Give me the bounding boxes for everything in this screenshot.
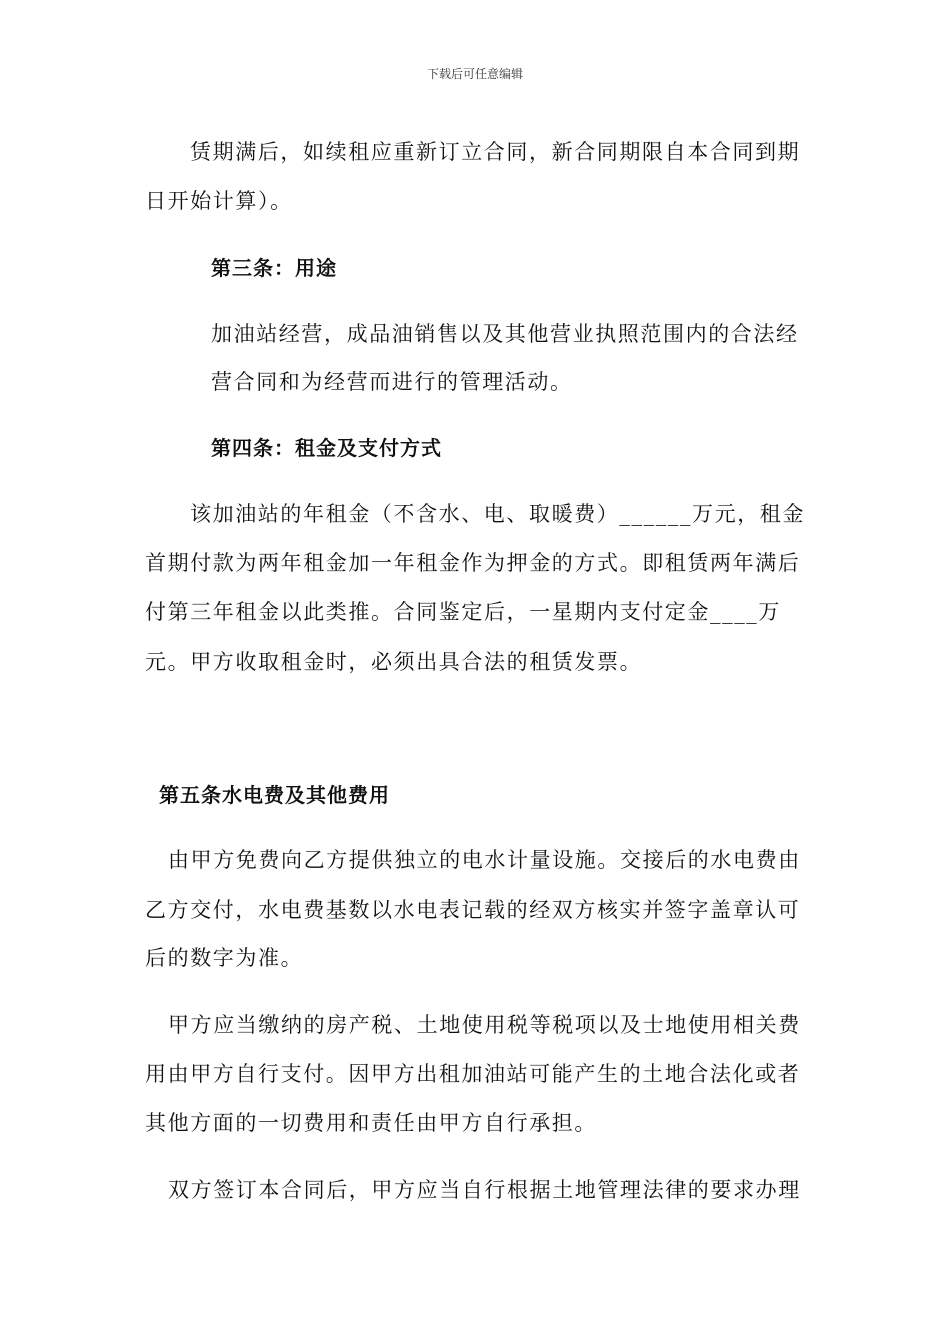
paragraph-line: 由甲方免费向乙方提供独立的电水计量设施。交接后的水电费由 bbox=[168, 848, 801, 872]
paragraph-line: 付第三年租金以此类推。合同鉴定后，一星期内支付定金____万 bbox=[145, 600, 781, 624]
paragraph-line: 双方签订本合同后，甲方应当自行根据土地管理法律的要求办理 bbox=[168, 1178, 801, 1202]
section-heading-5: 第五条水电费及其他费用 bbox=[159, 783, 390, 807]
paragraph-line: 首期付款为两年租金加一年租金作为押金的方式。即租赁两年满后 bbox=[145, 551, 801, 575]
paragraph-line: 乙方交付，水电费基数以水电表记载的经双方核实并签字盖章认可 bbox=[145, 898, 801, 922]
paragraph-line: 后的数字为准。 bbox=[145, 946, 304, 970]
paragraph-line: 该加油站的年租金（不含水、电、取暖费）______万元，租金 bbox=[190, 502, 805, 526]
paragraph-line: 加油站经营，成品油销售以及其他营业执照范围内的合法经 bbox=[211, 322, 799, 346]
paragraph-line: 赁期满后，如续租应重新订立合同，新合同期限自本合同到期 bbox=[190, 140, 801, 164]
paragraph-line: 甲方应当缴纳的房产税、土地使用税等税项以及士地使用相关费 bbox=[168, 1013, 801, 1037]
paragraph-line: 用由甲方自行支付。因甲方出租加油站可能产生的土地合法化或者 bbox=[145, 1062, 801, 1086]
paragraph-line: 其他方面的一切费用和责任由甲方自行承担。 bbox=[145, 1111, 597, 1135]
paragraph-line: 日开始计算）。 bbox=[145, 189, 293, 213]
page-header: 下载后可任意编辑 bbox=[426, 67, 523, 81]
section-heading-3: 第三条：用途 bbox=[211, 256, 337, 280]
section-heading-4: 第四条：租金及支付方式 bbox=[211, 436, 442, 460]
paragraph-line: 元。甲方收取租金时，必须出具合法的租赁发票。 bbox=[145, 650, 643, 674]
paragraph-line: 营合同和为经营而进行的管理活动。 bbox=[211, 370, 573, 394]
